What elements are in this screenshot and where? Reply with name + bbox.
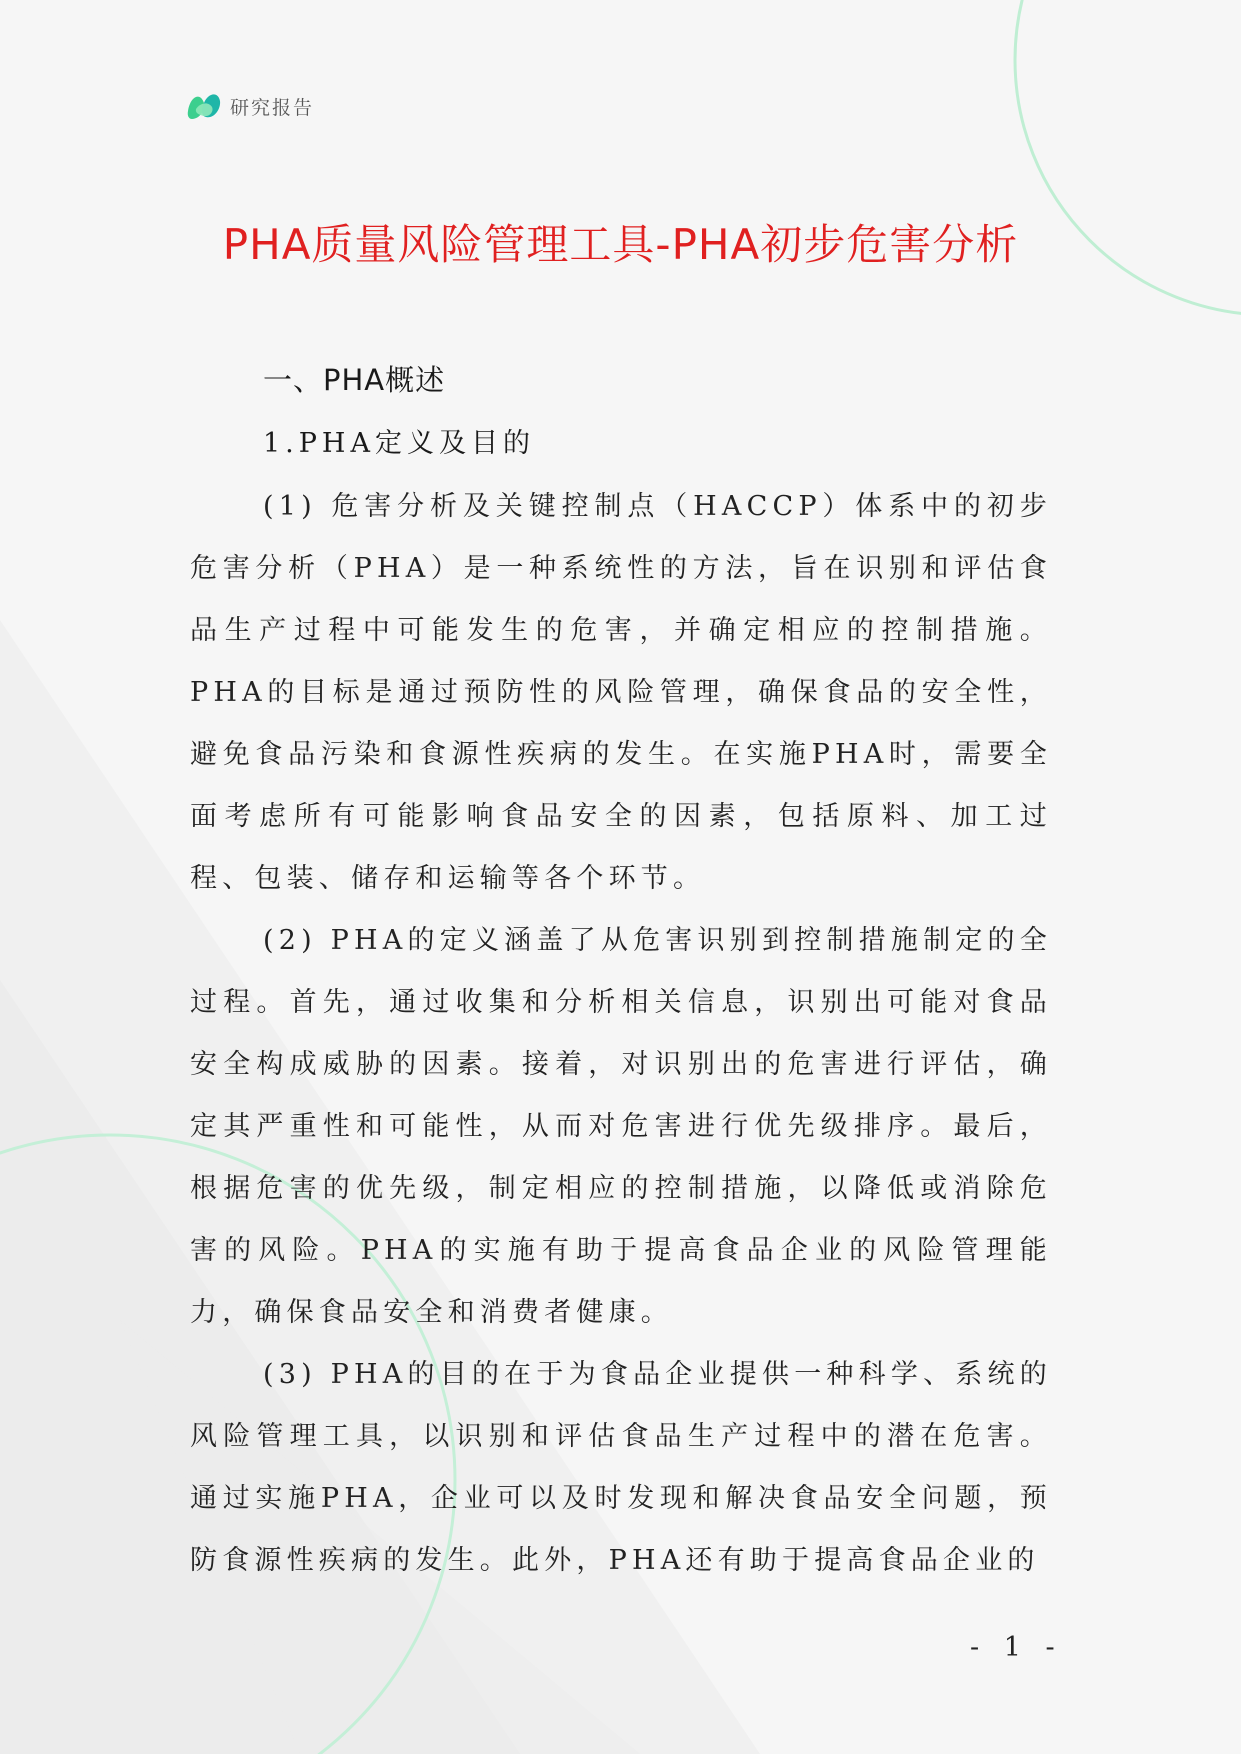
- paragraph-3: (3) PHA的目的在于为食品企业提供一种科学、系统的风险管理工具，以识别和评估食品生产过程中的潜在危害。通过实施PHA，企业可以及时发现和解决食品安全问题，预防食源性疾病的发生。此外，PHA还有助于提高食品企业的: [190, 1359, 1052, 1576]
- section-heading: 一、PHA概述: [263, 363, 446, 397]
- report-header: [186, 88, 314, 124]
- page-number: - 1 -: [970, 1632, 1063, 1663]
- leaf-logo-icon: [186, 89, 222, 123]
- sub-heading: 1.PHA定义及目的: [263, 428, 535, 459]
- document-body: [190, 476, 1052, 1592]
- document-title: PHA质量风险管理工具-PHA初步危害分析: [222, 220, 1019, 269]
- paragraph-2: (2) PHA的定义涵盖了从危害识别到控制措施制定的全过程。首先，通过收集和分析相关信息，识别出可能对食品安全构成威胁的因素。接着，对识别出的危害进行评估，确定其严重性和可能性，从而对危害进行优先级排序。最后，根据危害的优先级，制定相应的控制措施，以降低或消除危害的风险。PHA的实施有助于提高食品企业的风险管理能力，确保食品安全和消费者健康。: [190, 925, 1052, 1328]
- paragraph-1: (1) 危害分析及关键控制点（HACCP）体系中的初步危害分析（PHA）是一种系统性的方法，旨在识别和评估食品生产过程中可能发生的危害，并确定相应的控制措施。PHA的目标是通过预防性的风险管理，确保食品的安全性，避免食品污染和食源性疾病的发生。在实施PHA时，需要全面考虑所有可能影响食品安全的因素，包括原料、加工过程、包装、储存和运输等各个环节。: [190, 491, 1052, 894]
- header-label: 研究报告: [230, 96, 315, 119]
